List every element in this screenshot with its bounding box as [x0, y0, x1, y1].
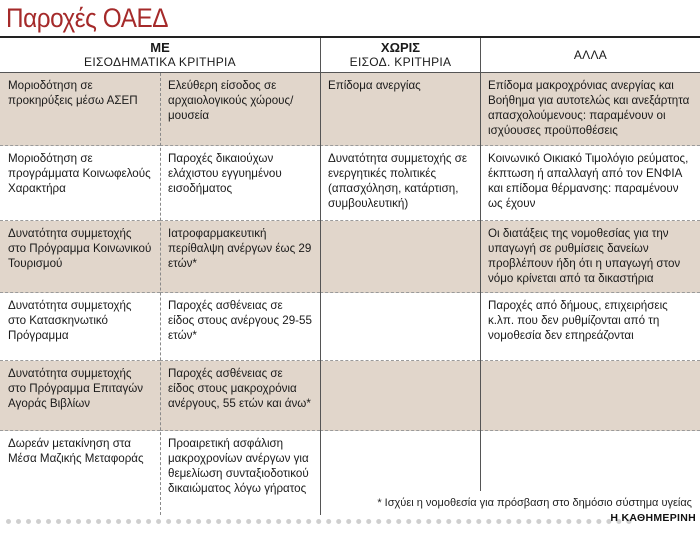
cell-sickness-29-55: Παροχές ασθένειας σε είδος στους ανέργους 29-55 ετών*	[160, 293, 320, 361]
header-xoris-top: ΧΩΡΙΣ	[380, 40, 421, 55]
table-row	[0, 361, 700, 431]
cell-mesw-asep: Μοριοδότηση σε προκηρύξεις μέσω ΑΣΕΠ	[0, 73, 160, 146]
cell-social-tariff: Κοινωνικό Οικιακό Τιμολόγιο ρεύματος, έκπτωση ή απαλλαγή από τον ΕΝΦΙΑ και επίδομα θέρμανσης: παραμένουν ως έχουν	[480, 146, 700, 221]
table-row	[0, 293, 700, 361]
cell-sickness-55: Παροχές ασθένειας σε είδος στους μακροχρόνια ανέργους, 55 ετών και άνω*	[160, 361, 320, 431]
cell-empty-4a	[320, 361, 480, 431]
newspaper-credit: Η ΚΑΘΗΜΕΡΙΝΗ	[610, 512, 696, 524]
header-alla-label: ΑΛΛΑ	[573, 48, 608, 62]
cell-active-policies: Δυνατότητα συμμετοχής σε ενεργητικές πολιτικές (απασχόληση, κατάρτιση, συμβουλευτική)	[320, 146, 480, 221]
cell-municipal-benefits: Παροχές από δήμους, επιχειρήσεις κ.λπ. που δεν ρυθμίζονται από τη νομοθεσία δεν επηρεάζονται	[480, 293, 700, 361]
cell-social-tourism: Δυνατότητα συμμετοχής στο Πρόγραμμα Κοινωνικού Τουρισμού	[0, 221, 160, 293]
cell-empty-3	[320, 293, 480, 361]
column-divider-inner	[160, 73, 161, 515]
table-row	[0, 221, 700, 293]
cell-empty-4b	[480, 361, 700, 431]
table-row	[0, 73, 700, 146]
cell-community-programs: Μοριοδότηση σε προγράμματα Κοινωφελούς Χαρακτήρα	[0, 146, 160, 221]
cell-empty-5b	[480, 431, 700, 491]
bottom-divider	[6, 519, 632, 524]
header-me-top: ΜΕ	[150, 40, 170, 55]
cell-archaeological-sites: Ελεύθερη είσοδος σε αρχαιολογικούς χώρους/ μουσεία	[160, 73, 320, 146]
cell-empty-2	[320, 221, 480, 293]
cell-free-transport: Δωρεάν μετακίνηση στα Μέσα Μαζικής Μεταφοράς	[8, 437, 144, 465]
header-xoris	[320, 38, 480, 73]
header-me-sub: ΕΙΣΟΔΗΜΑΤΙΚΑ ΚΡΙΤΗΡΙΑ	[84, 55, 236, 69]
table-row	[0, 146, 700, 221]
cell-guaranteed-income: Παροχές δικαιούχων ελάχιστου εγγυημένου εισοδήματος	[160, 146, 320, 221]
cell-loan-regulations: Οι διατάξεις της νομοθεσίας για την υπαγωγή σε ρυθμίσεις δανείων προβλέπουν ήδη ότι η υπαγωγή στον νόμο κρίνεται από τα δικαστήρια	[480, 221, 700, 293]
header-alla	[480, 38, 700, 73]
header-xoris-sub: ΕΙΣΟΔ. ΚΡΙΤΗΡΙΑ	[349, 55, 452, 69]
cell-camping-program: Δυνατότητα συμμετοχής στο Κατασκηνωτικό Πρόγραμμα	[0, 293, 160, 361]
cell-pension-insurance: Προαιρετική ασφάλιση μακροχρονίων ανέργων για θεμελίωση συνταξιοδοτικού δικαιώματος λόγω γήρατος	[168, 437, 309, 495]
column-divider-xoris	[480, 73, 481, 491]
cell-book-vouchers: Δυνατότητα συμμετοχής στο Πρόγραμμα Επιταγών Αγοράς Βιβλίων	[0, 361, 160, 431]
column-divider-me	[320, 73, 321, 515]
footnote: * Ισχύει η νομοθεσία για πρόσβαση στο δημόσιο σύστημα υγείας	[377, 497, 692, 509]
cell-unemployment-benefit: Επίδομα ανεργίας	[320, 73, 480, 146]
table-header	[0, 36, 700, 73]
cell-medical-care-29: Ιατροφαρμακευτική περίθαλψη ανέργων έως 29 ετών*	[160, 221, 320, 293]
cell-long-term-benefit: Επίδομα μακροχρόνιας ανεργίας και Βοήθημα για αυτοτελώς και ανεξάρτητα απασχολούμενους: παραμένουν οι ισχύουσες προϋποθέσεις	[480, 73, 700, 146]
header-me	[0, 38, 320, 73]
page-title: Παροχές ΟΑΕΔ	[6, 3, 169, 33]
